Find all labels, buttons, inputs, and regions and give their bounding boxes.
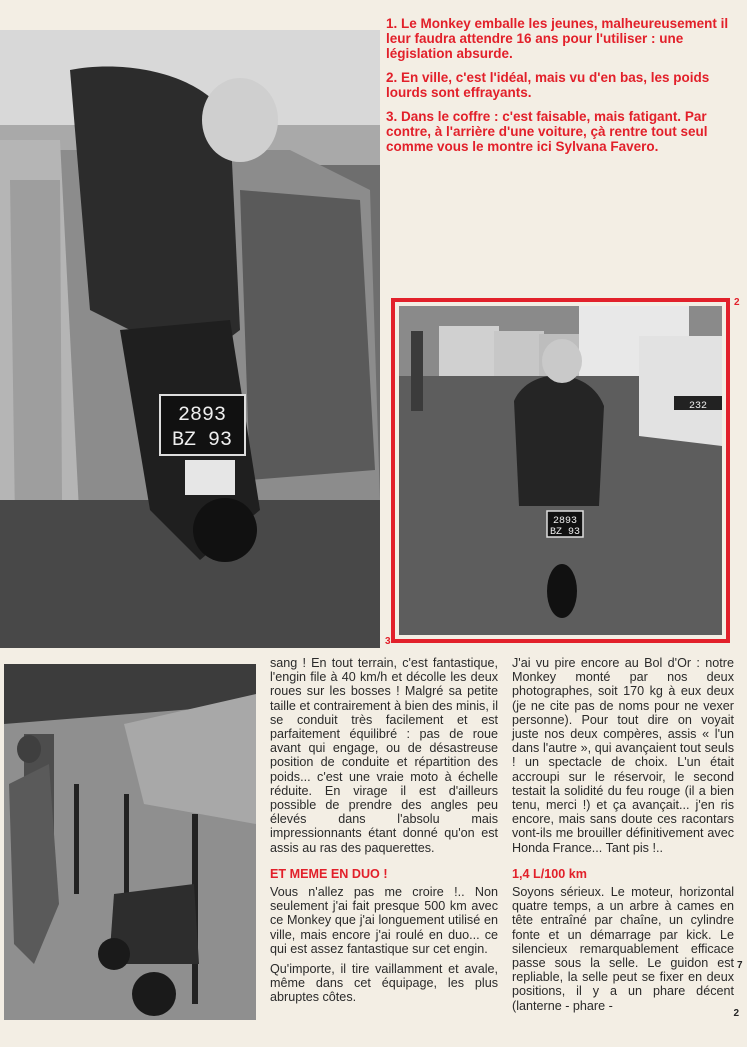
- col1-heading: ET MEME EN DUO !: [270, 866, 388, 881]
- plate-1-line2: BZ 93: [171, 429, 233, 452]
- caption-3: 3. Dans le coffre : c'est faisable, mais fatigant. Par contre, à l'arrière d'une voiture, çà rentre tout seul comme vous le montre ici Sylvana Favero.: [386, 109, 708, 154]
- plate-2-line2: BZ 93: [549, 527, 581, 538]
- plate-1-line1: 2893: [177, 404, 227, 427]
- car-plate: 232: [688, 401, 708, 412]
- col2-heading: 1,4 L/100 km: [512, 866, 587, 881]
- article-column-2: [512, 656, 734, 1019]
- side-mark: 7: [737, 960, 743, 971]
- col2-paragraph-2: Soyons sérieux. Le moteur, horizontal quatre temps, a un arbre à cames en tête entraîné par chaîne, un cylindre fonte et un démarrage par kick. Le silencieux remarquablement efficace passe sous la selle. Le guidon est repliable, la selle peut se fixer en deux positions, il y a un phare décent (lanterne - phare -: [512, 885, 734, 1013]
- photo-park: [4, 664, 256, 1020]
- figure-number-3: 3: [385, 636, 391, 647]
- article-column-1: [270, 656, 498, 1011]
- plate-2-line1: 2893: [552, 516, 578, 527]
- col1-paragraph-2: Vous n'allez pas me croire !.. Non seulement j'ai fait presque 500 km avec ce Monkey que j'ai longuement utilisé en ville, mais encore j'ai roulé en duo... ce qui est assez fantastique sur cet engin.: [270, 885, 498, 956]
- photo-captions: [386, 16, 731, 163]
- figure-number-2: 2: [734, 297, 740, 308]
- caption-1: 1. Le Monkey emballe les jeunes, malheureusement il leur faudra attendre 16 ans pour l'utiliser : une législation absurde.: [386, 16, 729, 61]
- photo-city-street: [399, 306, 722, 635]
- photo-car-boot: [0, 30, 380, 648]
- col2-paragraph-1: J'ai vu pire encore au Bol d'Or : notre Monkey monté par nos deux photographes, soit 170 kg à eux deux (je ne cite pas de noms pour ne vexer personne). Pour tout dire on voyait juste nos deux compères, assis « l'un dans l'autre », qui avançaient tout seuls ! un spectacle de choix. L'un était accroupi sur le réservoir, le second testait la solidité du feu rouge (il a bien tenu, merci !) et ça avançait... j'en ris encore, mais sans doute ces racontars vont-ils me brouiller définitivement avec Honda France... Tant pis !..: [512, 656, 734, 855]
- page-number: 2: [733, 1008, 739, 1019]
- col1-paragraph-1: sang ! En tout terrain, c'est fantastique, l'engin file à 40 km/h et décolle les deux roues sur les bosses ! Malgré sa petite taille et contrairement à bien des minis, il se conduit très facilement et est parfaitement équilibré : pas de roue avant qui engage, ou de désastreuse position de conduite et répartition des poids... c'est une vraie moto à échelle réduite. En virage il est d'ailleurs possible de prendre des angles peu élevés dans l'absolu mais impressionnants étant donné qu'on est assis au ras des paquerettes.: [270, 656, 498, 855]
- col1-paragraph-3: Qu'importe, il tire vaillamment et avale, même dans cet équipage, les plus abruptes côtes.: [270, 962, 498, 1005]
- caption-2: 2. En ville, c'est l'idéal, mais vu d'en bas, les poids lourds sont effrayants.: [386, 70, 710, 100]
